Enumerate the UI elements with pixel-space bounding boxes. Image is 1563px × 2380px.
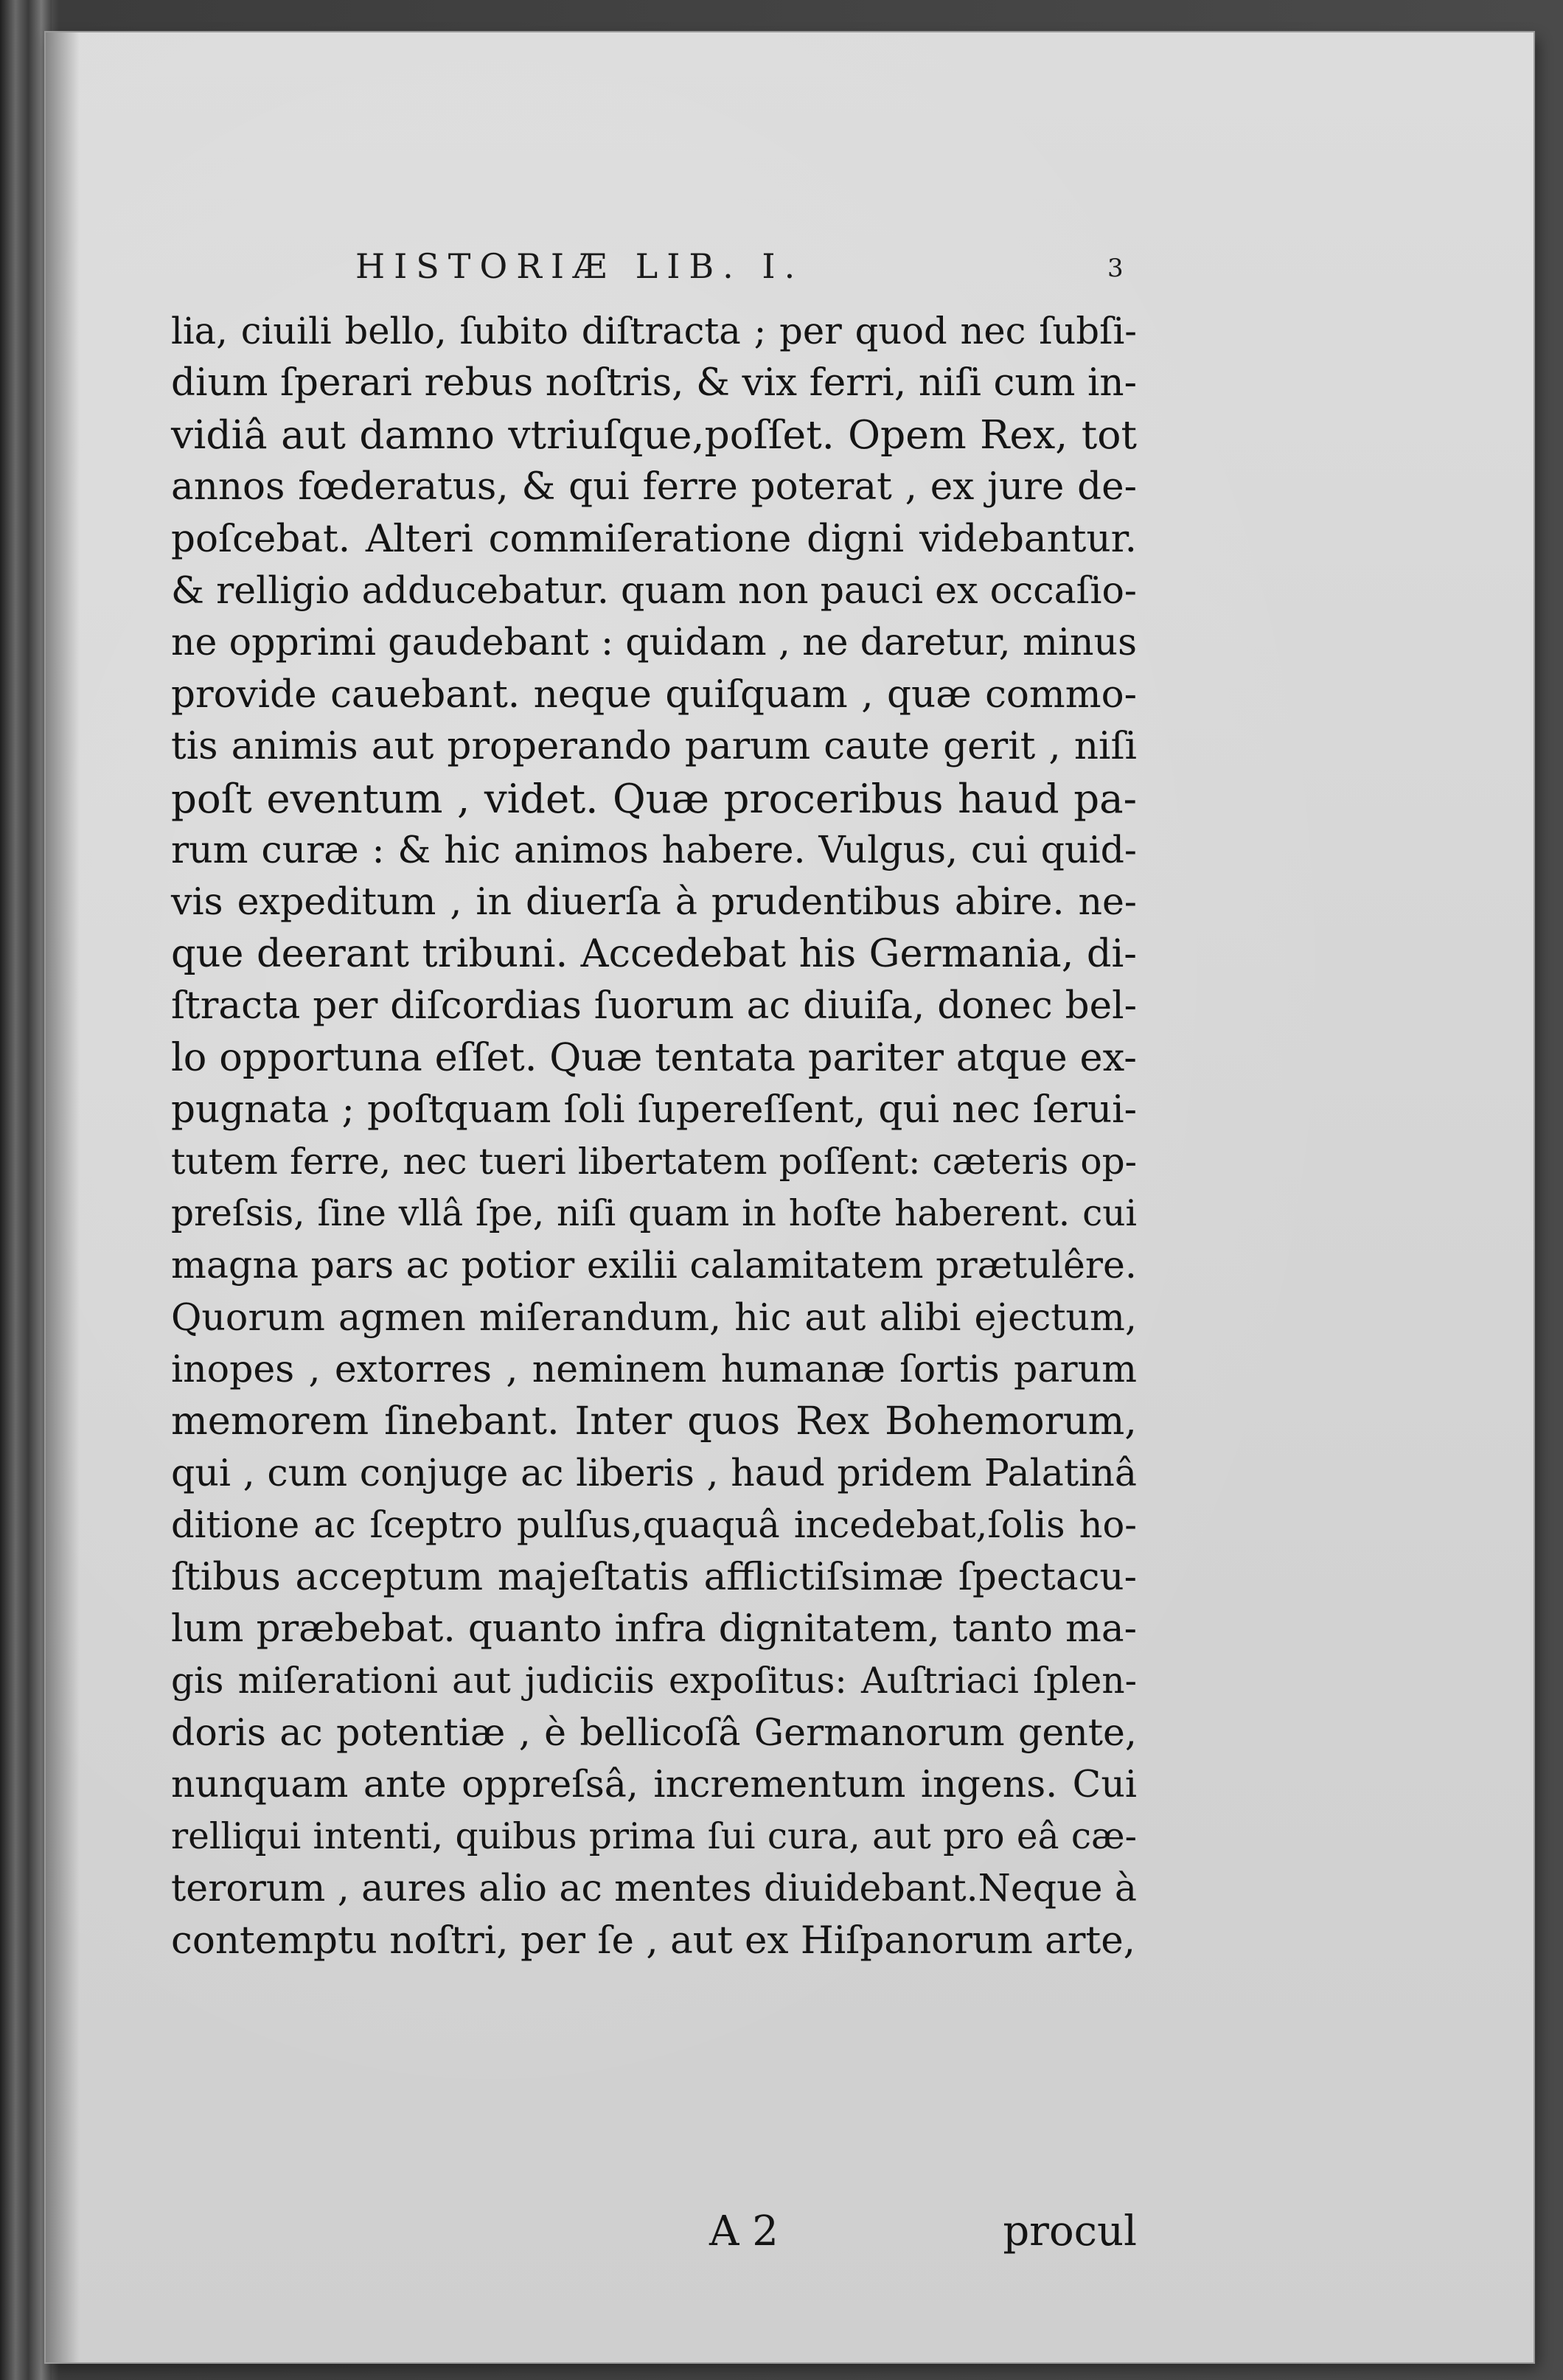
text-line: annos fœderatus, & qui ferre poterat , ex jure de- bbox=[171, 464, 1137, 509]
text-line: vis expeditum , in diuerſa à prudentibus abire. ne- bbox=[171, 880, 1137, 924]
page-footer bbox=[171, 2207, 1137, 2261]
text-line: vidiâ aut damno vtriuſque,poſſet. Opem Rex, tot bbox=[171, 411, 1137, 458]
body-text bbox=[171, 305, 1137, 1966]
gutter-shadow bbox=[46, 32, 80, 2362]
page-number: 3 bbox=[1107, 254, 1124, 283]
text-line: rum curæ : & hic animos habere. Vulgus, cui quid- bbox=[171, 828, 1137, 872]
text-line: pugnata ; poſtquam ſoli ſupereſſent, qui nec ſerui- bbox=[171, 1088, 1137, 1132]
text-line: lia, ciuili bello, ſubito diſtracta ; per quod nec ſubſi- bbox=[171, 310, 1137, 352]
text-line: magna pars ac potior exilii calamitatem prætulêre. bbox=[171, 1243, 1137, 1287]
running-head-title: HISTORIÆ LIB. I. bbox=[355, 246, 804, 286]
text-line: contemptu noſtri, per ſe , aut ex Hiſpanorum arte, bbox=[171, 1918, 1136, 1963]
text-line: dium ſperari rebus noſtris, & vix ferri, niſi cum in- bbox=[171, 361, 1137, 406]
text-line: memorem ſinebant. Inter quos Rex Bohemorum, bbox=[171, 1398, 1137, 1444]
text-line: & relligio adducebatur. quam non pauci ex occaſio- bbox=[171, 568, 1137, 613]
text-line: relliqui intenti, quibus prima ſui cura, aut pro eâ cæ- bbox=[171, 1815, 1137, 1857]
text-line: poſt eventum , videt. Quæ proceribus haud pa- bbox=[171, 774, 1137, 822]
book-page bbox=[46, 32, 1534, 2362]
text-line: que deerant tribuni. Accedebat his Germania, di- bbox=[171, 930, 1137, 976]
text-line: poſcebat. Alteri commiſeratione digni videbantur. bbox=[171, 516, 1137, 561]
text-line: lum præbebat. quanto infra dignitatem, tanto ma- bbox=[171, 1607, 1137, 1652]
text-line: preſsis, ſine vllâ ſpe, niſi quam in hoſte haberent. cui bbox=[171, 1192, 1137, 1234]
book-spine-edge bbox=[0, 0, 52, 2380]
text-line: terorum , aures alio ac mentes diuidebant.Neque à bbox=[171, 1866, 1137, 1910]
text-line: qui , cum conjuge ac liberis , haud pridem Palatinâ bbox=[171, 1450, 1137, 1495]
text-line: ſtracta per diſcordias ſuorum ac diuiſa, donec bel- bbox=[171, 984, 1137, 1029]
text-line: ditione ac ſceptro pulſus,quaquâ incedebat,ſolis ho- bbox=[171, 1503, 1137, 1547]
text-line: lo opportuna eſſet. Quæ tentata pariter atque ex- bbox=[171, 1034, 1137, 1080]
running-head bbox=[355, 246, 1093, 286]
text-line: provide cauebant. neque quiſquam , quæ commo- bbox=[171, 672, 1137, 717]
text-line: ſtibus acceptum majeſtatis afflictiſsimæ ſpectacu- bbox=[171, 1554, 1137, 1599]
text-line: Quorum agmen miſerandum, hic aut alibi ejectum, bbox=[171, 1295, 1137, 1339]
text-line: ne opprimi gaudebant : quidam , ne daretur, minus bbox=[171, 620, 1137, 664]
text-line: inopes , extorres , neminem humanæ ſortis parum bbox=[171, 1347, 1137, 1391]
text-line: tutem ferre, nec tueri libertatem poſſent: cæteris op- bbox=[171, 1141, 1137, 1183]
text-line: doris ac potentiæ , è bellicoſâ Germanorum gente, bbox=[171, 1710, 1137, 1754]
text-line: gis miſerationi aut judiciis expoſitus: Auſtriaci ſplen- bbox=[171, 1660, 1137, 1702]
text-line: tis animis aut properando parum caute gerit , niſi bbox=[171, 724, 1137, 769]
text-line: nunquam ante oppreſsâ, incrementum ingens. Cui bbox=[171, 1762, 1137, 1806]
signature-mark: A 2 bbox=[709, 2207, 779, 2255]
catchword: procul bbox=[1003, 2207, 1137, 2255]
